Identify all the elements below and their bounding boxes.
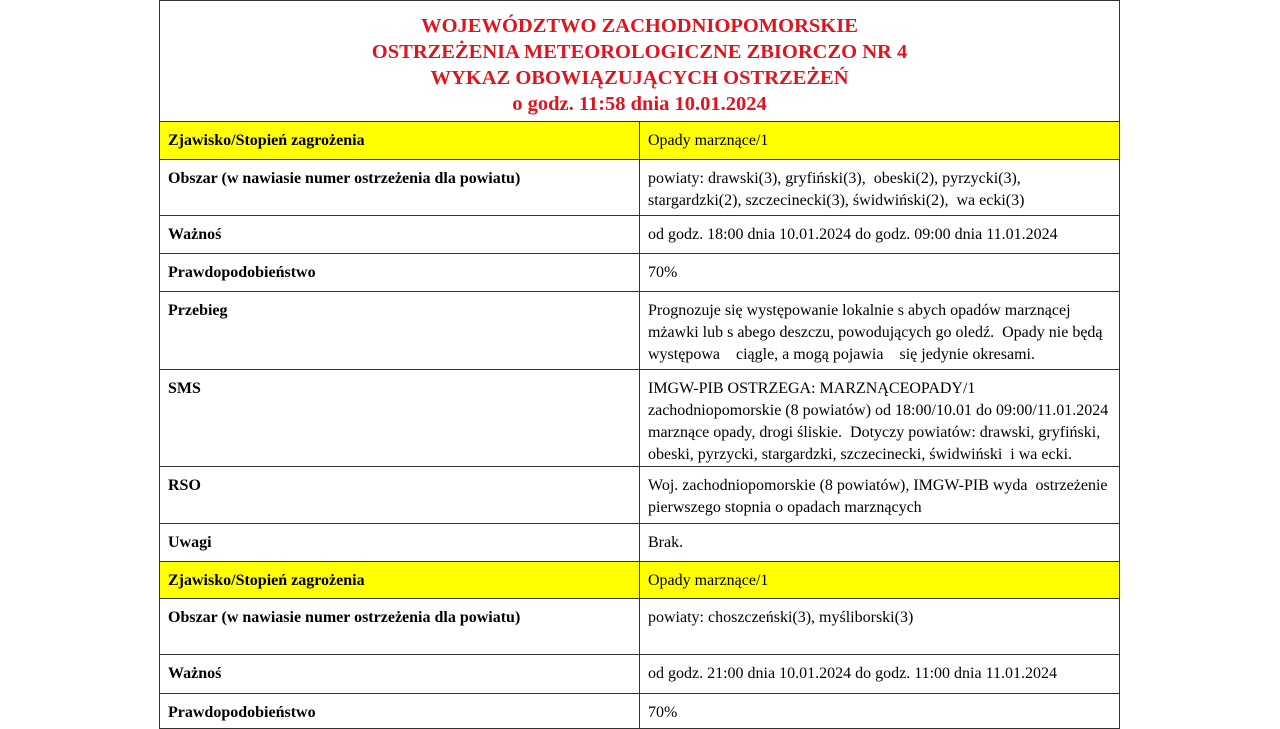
row-label: Ważnoś	[160, 216, 640, 254]
row-value: Prognozuje się występowanie lokalnie s abych opadów marznącej mżawki lub s abego deszczu, powodujących go oledź. Opady nie będą występowa ciągle, a mogą pojawia się jedynie okresami.	[640, 292, 1120, 370]
table-row	[160, 292, 1120, 370]
row-value: powiaty: drawski(3), gryfiński(3), obeski(2), pyrzycki(3), stargardzki(2), szczecinecki(3), świdwiński(2), wa ecki(3)	[640, 160, 1120, 216]
row-value: 70%	[640, 694, 1120, 729]
table-row	[160, 524, 1120, 562]
row-label: Ważnoś	[160, 655, 640, 694]
warnings-table	[159, 0, 1120, 729]
row-value: Opady marznące/1	[640, 562, 1120, 599]
row-value: IMGW-PIB OSTRZEGA: MARZNĄCEOPADY/1 zachodniopomorskie (8 powiatów) od 18:00/10.01 do 09:00/11.01.2024 marznące opady, drogi śliskie. Dotyczy powiatów: drawski, gryfiński, obeski, pyrzycki, stargardzki, szczecinecki, świdwiński i wa ecki.	[640, 370, 1120, 467]
row-value: Woj. zachodniopomorskie (8 powiatów), IMGW-PIB wyda ostrzeżenie pierwszego stopnia o opadach marznących	[640, 467, 1120, 524]
table-row	[160, 467, 1120, 524]
table-row	[160, 160, 1120, 216]
row-label: Przebieg	[160, 292, 640, 370]
header-row	[160, 1, 1120, 122]
row-label: Obszar (w nawiasie numer ostrzeżenia dla powiatu)	[160, 599, 640, 655]
row-label: Uwagi	[160, 524, 640, 562]
row-value: powiaty: choszczeński(3), myśliborski(3)	[640, 599, 1120, 655]
phenomenon-row	[160, 122, 1120, 160]
row-value: od godz. 21:00 dnia 10.01.2024 do godz. 11:00 dnia 11.01.2024	[640, 655, 1120, 694]
row-label: Obszar (w nawiasie numer ostrzeżenia dla powiatu)	[160, 160, 640, 216]
title-line: WOJEWÓDZTWO ZACHODNIOPOMORSKIE	[421, 15, 858, 37]
row-value: Brak.	[640, 524, 1120, 562]
table-row	[160, 655, 1120, 694]
row-label: Prawdopodobieństwo	[160, 254, 640, 292]
row-label: Prawdopodobieństwo	[160, 694, 640, 729]
row-label: Zjawisko/Stopień zagrożenia	[160, 562, 640, 599]
document-title	[160, 1, 1120, 122]
phenomenon-row	[160, 562, 1120, 599]
table-row	[160, 370, 1120, 467]
row-value: od godz. 18:00 dnia 10.01.2024 do godz. 09:00 dnia 11.01.2024	[640, 216, 1120, 254]
row-label: Zjawisko/Stopień zagrożenia	[160, 122, 640, 160]
table-row	[160, 254, 1120, 292]
row-value: Opady marznące/1	[640, 122, 1120, 160]
table-row	[160, 599, 1120, 655]
row-label: RSO	[160, 467, 640, 524]
row-label: SMS	[160, 370, 640, 467]
title-line: o godz. 11:58 dnia 10.01.2024	[512, 93, 767, 115]
row-value: 70%	[640, 254, 1120, 292]
table-row	[160, 216, 1120, 254]
title-line: WYKAZ OBOWIĄZUJĄCYCH OSTRZEŻEŃ	[430, 67, 849, 89]
table-row	[160, 694, 1120, 729]
title-line: OSTRZEŻENIA METEOROLOGICZNE ZBIORCZO NR 4	[371, 41, 908, 63]
